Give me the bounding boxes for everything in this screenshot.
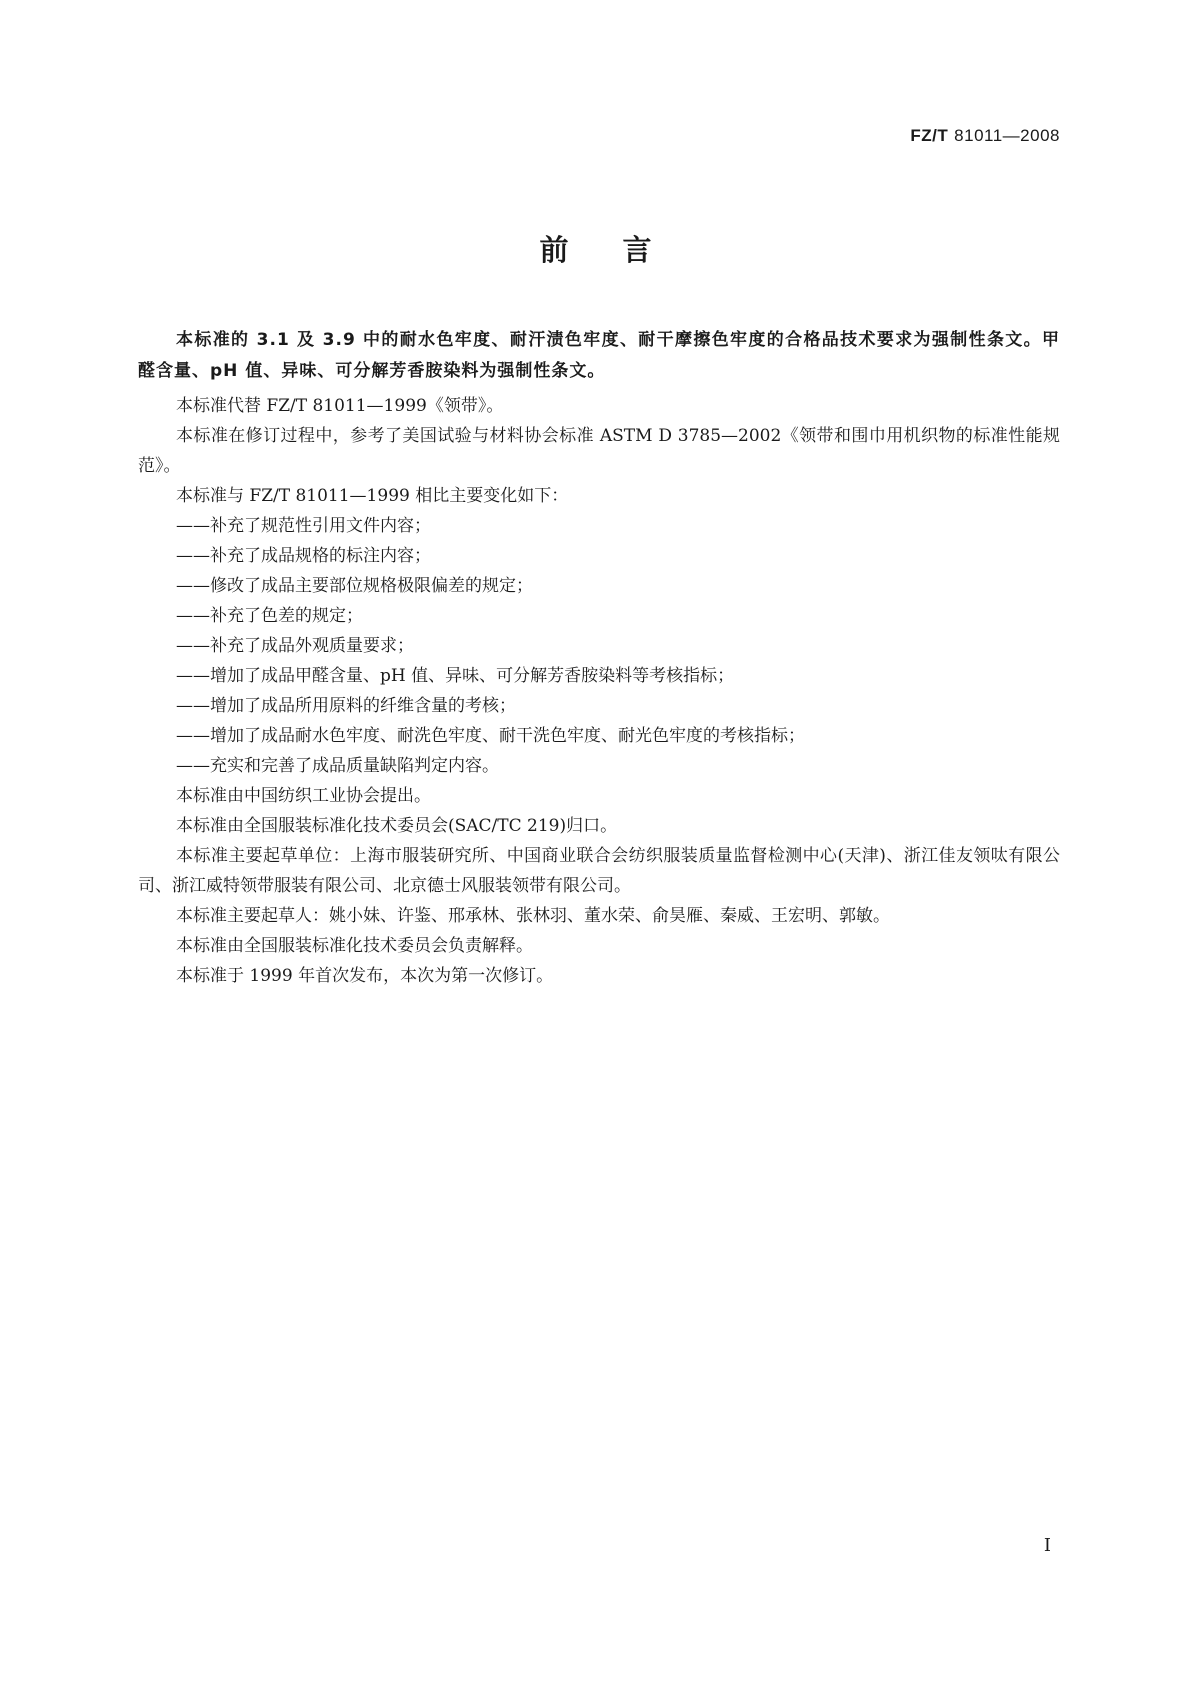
list-item: ——修改了成品主要部位规格极限偏差的规定； [176,576,533,596]
list-item: ——补充了成品规格的标注内容； [176,546,431,566]
list-item: ——充实和完善了成品质量缺陷判定内容。 [176,756,499,776]
list-item: ——补充了成品外观质量要求； [176,636,414,656]
document-body [138,325,1060,991]
list-item: ——增加了成品所用原料的纤维含量的考核； [176,696,516,716]
changes-list [138,511,1060,781]
drafting-units-paragraph: 本标准主要起草单位：上海市服装研究所、中国商业联合会纺织服装质量监督检测中心(天津)、浙江佳友领呔有限公司、浙江威特领带服装有限公司、北京德士风服装领带有限公司。 [138,846,1060,896]
code-prefix: FZ/T [910,126,949,145]
release-history-paragraph: 本标准于 1999 年首次发布，本次为第一次修订。 [176,966,554,986]
drafters-paragraph: 本标准主要起草人：姚小妹、许鉴、邢承林、张林羽、董水荣、俞昊雁、秦威、王宏明、郭敏。 [176,906,890,926]
replacement-paragraph: 本标准代替 FZ/T 81011—1999《领带》。 [176,396,504,416]
changes-intro-paragraph: 本标准与 FZ/T 81011—1999 相比主要变化如下： [176,486,569,506]
list-item: ——增加了成品甲醛含量、pH 值、异味、可分解芳香胺染料等考核指标； [176,666,735,686]
page-number: I [1043,1535,1051,1556]
centralized-paragraph: 本标准由全国服装标准化技术委员会(SAC/TC 219)归口。 [176,816,618,836]
interpretation-paragraph: 本标准由全国服装标准化技术委员会负责解释。 [176,936,533,956]
document-code [910,126,1060,146]
page-title: 前言 [539,233,706,267]
list-item: ——增加了成品耐水色牢度、耐洗色牢度、耐干洗色牢度、耐光色牢度的考核指标； [176,726,805,746]
proposer-paragraph: 本标准由中国纺织工业协会提出。 [176,786,431,806]
code-number: 81011—2008 [954,126,1060,145]
list-item: ——补充了规范性引用文件内容； [176,516,431,536]
mandatory-clause-paragraph: 本标准的 3.1 及 3.9 中的耐水色牢度、耐汗渍色牢度、耐干摩擦色牢度的合格品技术要求为强制性条文。甲醛含量、pH 值、异味、可分解芳香胺染料为强制性条文。 [138,330,1060,381]
list-item: ——补充了色差的规定； [176,606,363,626]
reference-paragraph: 本标准在修订过程中，参考了美国试验与材料协会标准 ASTM D 3785—2002《领带和围巾用机织物的标准性能规范》。 [138,426,1060,476]
